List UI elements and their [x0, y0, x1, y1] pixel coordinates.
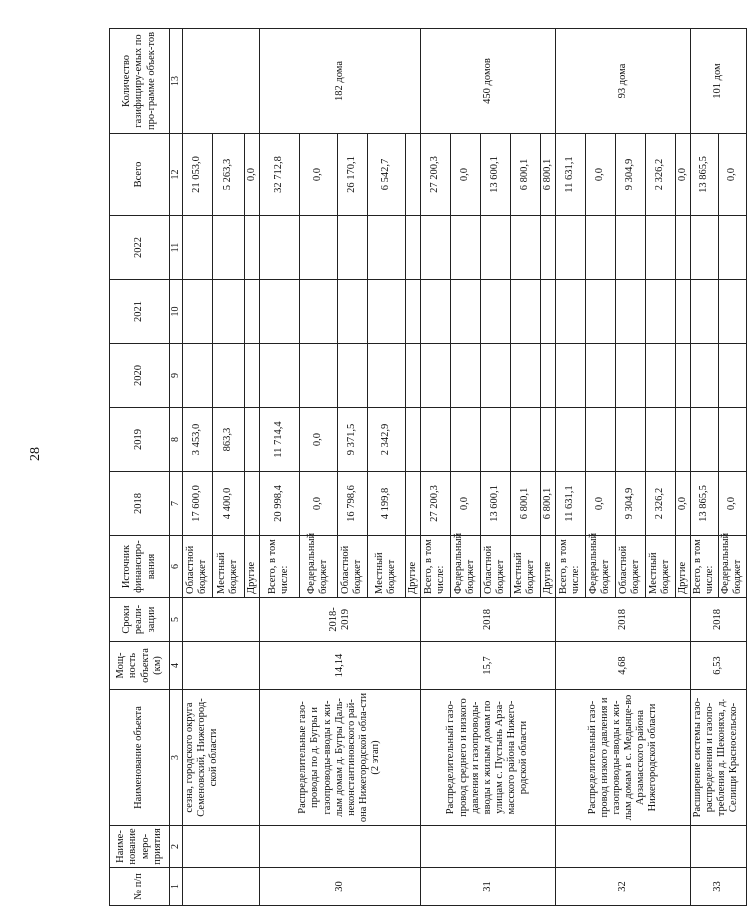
column-number-row: [170, 29, 183, 906]
cell-total: 27 200,3: [420, 134, 450, 216]
cell-2019: [450, 408, 480, 472]
cell-source: Областной бюджет: [337, 536, 367, 598]
cell-source: Всего, в том числе:: [555, 536, 585, 598]
cell-2020: [585, 344, 615, 408]
cell-2021: [337, 280, 367, 344]
cell-2021: [367, 280, 405, 344]
cell-source: Всего, в том числе:: [690, 536, 718, 598]
header-row: [110, 29, 170, 906]
cell-2021: [259, 280, 299, 344]
cell-2018: 6 800,1: [540, 472, 555, 536]
cell-count: 450 домов: [420, 29, 555, 134]
cell-count: 93 дома: [555, 29, 690, 134]
cell-2018: 17 600,0: [182, 472, 212, 536]
cell-2021: [182, 280, 212, 344]
col-number: 6: [170, 536, 183, 598]
header-object: Наименование объекта: [110, 690, 170, 826]
cell-2020: [182, 344, 212, 408]
cell-2018: 0,0: [299, 472, 337, 536]
cell-2018: 11 631,1: [555, 472, 585, 536]
col-number: 9: [170, 344, 183, 408]
header-2022: 2022: [110, 216, 170, 280]
cell-source: Федеральный бюджет: [718, 536, 746, 598]
cell-2019: 0,0: [299, 408, 337, 472]
cell-num: 31: [420, 868, 555, 906]
cell-object: Расширение системы газо-распределения и газопо-требления д. Шеконяха, д. Селищи Красносельско-: [690, 690, 746, 826]
cell-2022: [540, 216, 555, 280]
cell-total: 32 712,8: [259, 134, 299, 216]
cell-2020: [718, 344, 746, 408]
cell-source: Местный бюджет: [510, 536, 540, 598]
cell-2021: [420, 280, 450, 344]
cell-2022: [420, 216, 450, 280]
cell-2020: [244, 344, 259, 408]
cell-source: Федеральный бюджет: [450, 536, 480, 598]
cell-2020: [675, 344, 690, 408]
cell-2018: 4 400,0: [212, 472, 244, 536]
cell-2020: [367, 344, 405, 408]
cell-2018: [244, 472, 259, 536]
cell-2020: [555, 344, 585, 408]
cell-2022: [450, 216, 480, 280]
cell-num: 33: [690, 868, 746, 906]
table-row: [420, 29, 450, 906]
header-2018: 2018: [110, 472, 170, 536]
cell-2019: 863,3: [212, 408, 244, 472]
cell-power: 6,53: [690, 642, 746, 690]
cell-num: 32: [555, 868, 690, 906]
cell-total: 2 326,2: [645, 134, 675, 216]
cell-total: 6 542,7: [367, 134, 405, 216]
cell-total: 0,0: [675, 134, 690, 216]
cell-measure: [182, 826, 259, 868]
cell-2020: [259, 344, 299, 408]
cell-2019: [405, 408, 420, 472]
cell-total: 26 170,1: [337, 134, 367, 216]
cell-power: 15,7: [420, 642, 555, 690]
cell-source: Другие: [405, 536, 420, 598]
cell-2022: [585, 216, 615, 280]
cell-period: 2018-2019: [259, 598, 420, 642]
cell-total: 9 304,9: [615, 134, 645, 216]
cell-2018: [405, 472, 420, 536]
header-period: Сроки реали-зации: [110, 598, 170, 642]
cell-2019: [244, 408, 259, 472]
cell-2019: [718, 408, 746, 472]
cell-2021: [510, 280, 540, 344]
cell-2019: [585, 408, 615, 472]
cell-2018: 0,0: [718, 472, 746, 536]
page-number: 28: [28, 447, 43, 461]
cell-2021: [555, 280, 585, 344]
cell-num: [182, 868, 259, 906]
cell-object: Распределительные газо-проводы по д. Бугры и газопроводы-вводы к жи-лым домам д. Бугры Даль-неконстантиновского рай-она Нижегородской обла-сти (2 этап): [259, 690, 420, 826]
cell-count: [182, 29, 259, 134]
cell-source: Всего, в том числе:: [420, 536, 450, 598]
cell-measure: [555, 826, 690, 868]
cell-2018: 16 798,6: [337, 472, 367, 536]
cell-2021: [585, 280, 615, 344]
header-count: Количество газифициру-емых по про-грамме объек-тов: [110, 29, 170, 134]
cell-object: Распределительный газо-провод среднего и низкого давления и газопроводы-вводы к жилым домам по улицам с. Пустынь Арза-масского района Нижего-родской области: [420, 690, 555, 826]
cell-period: 2018: [690, 598, 746, 642]
cell-2019: 9 371,5: [337, 408, 367, 472]
financing-table-sheet: [109, 29, 744, 906]
cell-2022: [405, 216, 420, 280]
cell-2018: 0,0: [585, 472, 615, 536]
cell-2019: [645, 408, 675, 472]
cell-total: 6 800,1: [510, 134, 540, 216]
col-number: 7: [170, 472, 183, 536]
cell-source: Местный бюджет: [212, 536, 244, 598]
cell-count: 101 дом: [690, 29, 746, 134]
cell-total: 0,0: [244, 134, 259, 216]
cell-2021: [675, 280, 690, 344]
cell-2021: [645, 280, 675, 344]
cell-2022: [182, 216, 212, 280]
cell-measure: [420, 826, 555, 868]
cell-source: Другие: [244, 536, 259, 598]
cell-2018: 13 600,1: [480, 472, 510, 536]
col-number: 13: [170, 29, 183, 134]
cell-2021: [244, 280, 259, 344]
cell-2022: [645, 216, 675, 280]
cell-2022: [212, 216, 244, 280]
cell-2018: 4 199,8: [367, 472, 405, 536]
cell-total: 0,0: [450, 134, 480, 216]
header-measure: Наиме-нование меро-приятия: [110, 826, 170, 868]
cell-2020: [212, 344, 244, 408]
cell-2020: [690, 344, 718, 408]
cell-2019: 2 342,9: [367, 408, 405, 472]
col-number: 12: [170, 134, 183, 216]
cell-2022: [555, 216, 585, 280]
cell-2018: 0,0: [450, 472, 480, 536]
cell-source: Областной бюджет: [615, 536, 645, 598]
cell-total: 0,0: [299, 134, 337, 216]
col-number: 2: [170, 826, 183, 868]
col-number: 5: [170, 598, 183, 642]
cell-2020: [510, 344, 540, 408]
cell-2018: 20 998,4: [259, 472, 299, 536]
cell-source: Областной бюджет: [480, 536, 510, 598]
cell-2019: [675, 408, 690, 472]
cell-object: Распределительный газо-провод низкого давления и газопроводы-вводы к жи-лым домам в с. Медынце-во Арзамасского района Нижегородской области: [555, 690, 690, 826]
cell-2018: 13 865,5: [690, 472, 718, 536]
cell-2022: [480, 216, 510, 280]
cell-2022: [259, 216, 299, 280]
cell-source: Другие: [540, 536, 555, 598]
cell-2020: [405, 344, 420, 408]
cell-source: Федеральный бюджет: [585, 536, 615, 598]
cell-2022: [675, 216, 690, 280]
cell-2021: [405, 280, 420, 344]
cell-2020: [480, 344, 510, 408]
cell-2019: [690, 408, 718, 472]
header-source: Источник финансиро-вания: [110, 536, 170, 598]
cell-2022: [299, 216, 337, 280]
cell-2021: [480, 280, 510, 344]
cell-total: 5 263,3: [212, 134, 244, 216]
cell-period: 2018: [420, 598, 555, 642]
cell-source: Федеральный бюджет: [299, 536, 337, 598]
cell-total: [405, 134, 420, 216]
table-row: [259, 29, 299, 906]
cell-total: 13 600,1: [480, 134, 510, 216]
cell-total: 6 800,1: [540, 134, 555, 216]
cell-count: 182 дома: [259, 29, 420, 134]
cell-2020: [615, 344, 645, 408]
cell-total: 21 053,0: [182, 134, 212, 216]
header-total: Всего: [110, 134, 170, 216]
col-number: 10: [170, 280, 183, 344]
cell-source: Областной бюджет: [182, 536, 212, 598]
header-2021: 2021: [110, 280, 170, 344]
cell-2020: [299, 344, 337, 408]
cell-power: 14,14: [259, 642, 420, 690]
cell-2021: [540, 280, 555, 344]
cell-2022: [615, 216, 645, 280]
cell-2022: [690, 216, 718, 280]
col-number: 4: [170, 642, 183, 690]
cell-2021: [450, 280, 480, 344]
cell-total: 11 631,1: [555, 134, 585, 216]
cell-power: 4,68: [555, 642, 690, 690]
col-number: 8: [170, 408, 183, 472]
cell-2020: [540, 344, 555, 408]
cell-2020: [337, 344, 367, 408]
cell-total: 0,0: [585, 134, 615, 216]
cell-2019: [555, 408, 585, 472]
cell-2019: [480, 408, 510, 472]
cell-2021: [690, 280, 718, 344]
cell-2019: [615, 408, 645, 472]
cell-total: 13 865,5: [690, 134, 718, 216]
cell-2022: [367, 216, 405, 280]
cell-2019: [510, 408, 540, 472]
cell-2022: [337, 216, 367, 280]
cell-2018: 9 304,9: [615, 472, 645, 536]
header-num: № п/п: [110, 868, 170, 906]
financing-table: [109, 28, 747, 906]
cell-measure: [690, 826, 746, 868]
cell-2022: [718, 216, 746, 280]
cell-period: 2018: [555, 598, 690, 642]
cell-num: 30: [259, 868, 420, 906]
cell-2019: [420, 408, 450, 472]
cell-2018: 27 200,3: [420, 472, 450, 536]
col-number: 3: [170, 690, 183, 826]
cell-source: Другие: [675, 536, 690, 598]
cell-2019: 11 714,4: [259, 408, 299, 472]
cell-2018: 6 800,1: [510, 472, 540, 536]
cell-source: Местный бюджет: [645, 536, 675, 598]
cell-2020: [450, 344, 480, 408]
header-power: Мощ-ность объекта (км): [110, 642, 170, 690]
cell-object: сезна, городского округа Семеновский, Нижегород-ской области: [182, 690, 259, 826]
cell-2019: [540, 408, 555, 472]
cell-2021: [299, 280, 337, 344]
cell-source: Местный бюджет: [367, 536, 405, 598]
table-row: [182, 29, 212, 906]
cell-2020: [420, 344, 450, 408]
cell-period: [182, 598, 259, 642]
cell-2018: 2 326,2: [645, 472, 675, 536]
cell-power: [182, 642, 259, 690]
cell-2021: [615, 280, 645, 344]
cell-measure: [259, 826, 420, 868]
header-2019: 2019: [110, 408, 170, 472]
header-2020: 2020: [110, 344, 170, 408]
cell-total: 0,0: [718, 134, 746, 216]
table-row: [555, 29, 585, 906]
cell-2022: [510, 216, 540, 280]
cell-source: Всего, в том числе:: [259, 536, 299, 598]
cell-2021: [718, 280, 746, 344]
cell-2019: 3 453,0: [182, 408, 212, 472]
cell-2020: [645, 344, 675, 408]
cell-2018: 0,0: [675, 472, 690, 536]
cell-2022: [244, 216, 259, 280]
col-number: 11: [170, 216, 183, 280]
cell-2021: [212, 280, 244, 344]
col-number: 1: [170, 868, 183, 906]
table-row: [690, 29, 718, 906]
